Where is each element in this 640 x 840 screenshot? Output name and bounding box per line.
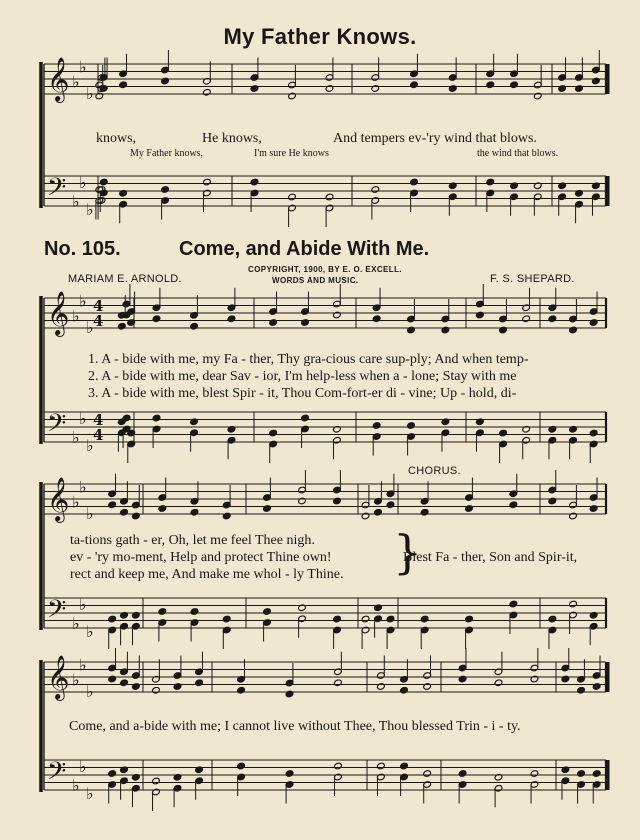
treble-clef: 𝄞 [47,291,70,335]
note-head [119,81,128,89]
flat-sign: ♭ [72,492,80,512]
note-head [285,770,294,778]
note-head [486,81,495,89]
lyric-line-small: the wind that blows. [477,148,559,159]
note-head [108,675,117,683]
verse-1-line-1: 1. A - bide with me, my Fa - ther, Thy gra-cious care sup-ply; And when temp- [88,352,529,367]
note-head [407,326,416,334]
note-head [269,429,278,437]
bass-clef: 𝄢 [47,595,67,630]
note-head [386,501,395,509]
flat-sign: ♭ [86,621,94,641]
note-head [372,315,381,323]
note-head [161,77,170,85]
note-head [285,690,294,698]
note-head [589,319,598,327]
chorus-line-1: Blest Fa - ther, Son and Spir-it, [403,550,578,565]
treble-clef: 𝄞 [47,57,70,101]
note-head [400,762,409,770]
note-head [325,193,334,201]
note-head [108,770,117,778]
note-head [423,683,432,691]
note-head [577,770,586,778]
flat-sign: ♭ [72,670,80,690]
note-head [161,186,170,194]
note-head [589,505,598,513]
note-head [237,686,246,694]
note-head [569,326,578,334]
note-head [561,675,570,683]
note-head [132,512,141,520]
note-head [120,679,129,687]
flat-sign: ♭ [86,318,94,337]
note-head [222,615,231,623]
note-head [203,88,212,96]
bass-clef: 𝄢 [47,173,67,208]
flat-sign: ♭ [86,199,94,219]
time-signature: 4 [93,426,104,444]
note-head [548,315,557,323]
flat-sign: ♭ [79,477,87,497]
note-head [486,178,495,186]
bass-clef: 𝄢 [47,757,67,792]
flat-sign: ♭ [72,428,80,448]
flat-sign: ♭ [86,682,94,701]
note-head [372,422,381,430]
flat-sign: ♭ [79,409,87,429]
flat-sign: ♭ [86,783,94,803]
note-head [530,770,539,778]
flat-sign: ♭ [86,435,94,455]
note-head [190,508,199,516]
lyric-line-small: My Father knows, [130,148,204,159]
note-head [108,501,117,509]
note-head [108,615,117,623]
note-head [377,683,386,691]
verse-2-line-1: 2. A - bide with me, dear Sav - ior, I'm help-less when a - lone; Stay with me [88,369,517,384]
note-head [548,497,557,505]
note-head [120,508,129,516]
note-head [325,85,334,93]
note-head [333,615,342,623]
treble-clef: 𝄞 [47,477,70,521]
note-head [407,422,416,430]
verse-brace: } [393,525,423,579]
note-head [476,311,485,319]
note-head [494,679,503,687]
note-head [569,600,578,608]
verse-3-line-2: rect and keep me, And make me whol - ly Thine. [70,567,344,582]
note-head [190,608,199,616]
note-head [400,686,409,694]
note-head [152,315,161,323]
note-head [334,679,343,687]
note-head [420,508,429,516]
author-credit: MARIAM E. ARNOLD. [68,273,182,285]
note-head [465,615,474,623]
note-head [499,429,508,437]
flat-sign: ♭ [79,57,87,77]
chorus-line-2: Come, and a-bide with me; I cannot live without Thee, Thou blessed Trin - i - ty. [69,719,521,734]
note-head [374,508,383,516]
note-head [592,683,601,691]
note-head [592,77,601,85]
note-head [152,777,161,785]
note-head [333,311,342,319]
note-head [410,81,419,89]
note-head [333,497,342,505]
note-head [548,615,557,623]
note-head [592,770,601,778]
note-head [448,85,457,93]
flat-sign: ♭ [72,192,80,212]
hymn-number: No. 105. [44,238,121,260]
composer-credit: F. S. SHEPARD. [490,273,575,285]
note-head [301,319,310,327]
note-head [510,81,519,89]
treble-clef: 𝄞 [47,655,70,699]
verse-3-line-1: 3. A - bide with me, blest Spir - it, Thou Com-fort-er di - vine; Up - hold, di- [88,386,517,401]
flat-sign: ♭ [86,84,94,103]
note-head [530,675,539,683]
note-head [522,315,531,323]
flat-sign: ♭ [72,776,80,796]
note-head [420,615,429,623]
verse-1-line-2: ta-tions gath - er, Oh, let me feel Thee nigh. [70,533,315,548]
note-head [152,414,161,422]
note-head [589,429,598,437]
lyric-line: He knows, [202,131,262,146]
note-head [558,85,567,93]
note-head [190,322,199,330]
note-head [95,92,104,100]
flat-sign: ♭ [72,306,80,326]
lyric-line-small: I'm sure He knows [254,148,329,159]
flat-sign: ♭ [79,173,87,193]
copyright-notice: COPYRIGHT, 1900, BY E. O. EXCELL. [248,265,402,274]
note-head [499,326,508,334]
note-head [250,85,259,93]
note-head [203,178,212,186]
note-head [577,686,586,694]
hymn-title: Come, and Abide With Me. [179,238,430,260]
time-signature: 4 [93,297,104,315]
time-signature: 4 [93,312,104,330]
flat-sign: ♭ [79,757,87,777]
note-head [575,85,584,93]
note-head [173,683,182,691]
flat-sign: ♭ [72,614,80,634]
note-head [298,497,307,505]
flat-sign: ♭ [72,72,80,92]
note-head [371,186,380,194]
note-head [222,512,231,520]
note-head [533,92,542,100]
note-head [361,615,370,623]
lyric-line: knows, [96,131,137,146]
lyric-line: And tempers ev-'ry wind that blows. [333,131,537,146]
bass-clef: 𝄢 [47,409,67,444]
note-head [122,414,131,422]
note-head [227,315,236,323]
note-head [237,762,246,770]
note-head [263,608,272,616]
note-head [301,414,310,422]
note-head [195,679,204,687]
note-head [99,178,108,186]
note-head [458,675,467,683]
note-head [410,178,419,186]
verse-2-line-2: ev - 'ry mo-ment, Help and protect Thine own! [70,550,332,565]
title-my-father-knows: My Father Knows. [223,24,417,49]
note-head [509,600,518,608]
note-head [458,770,467,778]
note-head [118,322,127,330]
note-head [288,193,297,201]
flat-sign: ♭ [79,291,87,311]
note-head [465,505,474,513]
time-signature: 4 [93,411,104,429]
flat-sign: ♭ [86,504,94,523]
note-head [569,512,578,520]
note-head [377,762,386,770]
credit-type: WORDS AND MUSIC. [272,276,359,285]
note-head [371,85,380,93]
note-head [132,683,141,691]
note-head [423,770,432,778]
note-head [288,92,297,100]
note-head [441,326,450,334]
flat-sign: ♭ [79,595,87,615]
note-head [334,762,343,770]
note-head [250,178,259,186]
note-head [361,512,370,520]
note-head [263,505,272,513]
note-head [158,505,167,513]
chorus-label: CHORUS. [408,465,461,477]
note-head [269,319,278,327]
note-head [509,501,518,509]
note-head [158,608,167,616]
note-head [386,615,395,623]
flat-sign: ♭ [79,655,87,675]
note-head [152,686,161,694]
